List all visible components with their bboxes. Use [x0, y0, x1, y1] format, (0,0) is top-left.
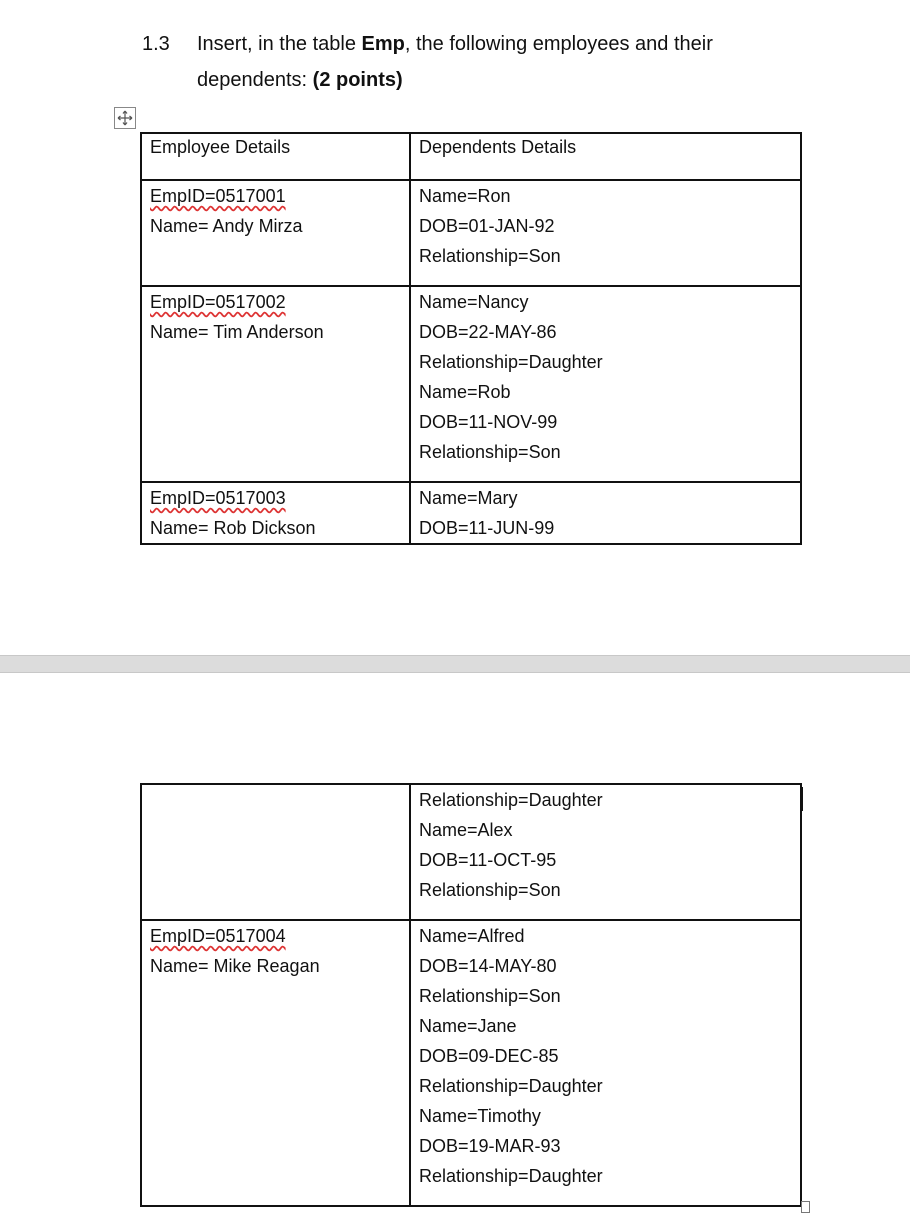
document-page-2: [0, 673, 910, 1216]
dependents-cell[interactable]: [410, 920, 801, 1206]
emp-name: Name= Andy Mirza: [150, 216, 303, 236]
emp-name: Name= Mike Reagan: [150, 956, 320, 976]
dependent-line: DOB=11-JUN-99: [419, 518, 555, 538]
dependent-line: Relationship=Son: [419, 246, 561, 266]
page-break-gap: [0, 655, 910, 673]
question-text-line-2: dependents: (2 points): [197, 69, 403, 91]
emp-table-page-1: [140, 132, 802, 545]
header-cell-dependents[interactable]: Dependents Details: [410, 133, 801, 180]
question-text-line-1: Insert, in the table Emp, the following employees and their: [197, 33, 713, 55]
table-row: [141, 286, 801, 482]
table-row: [141, 784, 801, 920]
dependents-cell[interactable]: [410, 286, 801, 482]
dependent-line: Relationship=Daughter: [419, 1076, 603, 1096]
emp-id: EmpID=0517003: [150, 488, 286, 508]
dependent-line: Relationship=Son: [419, 442, 561, 462]
employee-cell[interactable]: [141, 920, 410, 1206]
dependents-cell[interactable]: [410, 784, 801, 920]
header-cell-employee[interactable]: Employee Details: [141, 133, 410, 180]
employee-cell[interactable]: [141, 180, 410, 286]
employee-cell[interactable]: [141, 286, 410, 482]
table-row: [141, 180, 801, 286]
dependent-line: DOB=22-MAY-86: [419, 322, 557, 342]
table-row: [141, 482, 801, 544]
dependent-line: Name=Nancy: [419, 292, 529, 312]
table-header-row: [141, 133, 801, 180]
dependent-line: Name=Mary: [419, 488, 518, 508]
dependent-line: DOB=19-MAR-93: [419, 1136, 561, 1156]
dependent-line: Relationship=Son: [419, 880, 561, 900]
emp-table-page-2: [140, 783, 802, 1207]
emp-id: EmpID=0517001: [150, 186, 286, 206]
table-resize-handle[interactable]: [801, 1201, 810, 1213]
dependent-line: Relationship=Daughter: [419, 1166, 603, 1186]
dependent-line: Name=Ron: [419, 186, 511, 206]
emp-name: Name= Rob Dickson: [150, 518, 316, 538]
text-cursor: [801, 787, 803, 811]
move-arrows-icon: [117, 110, 133, 126]
emp-id: EmpID=0517002: [150, 292, 286, 312]
employee-cell[interactable]: [141, 784, 410, 920]
dependent-line: Relationship=Daughter: [419, 790, 603, 810]
table-move-handle[interactable]: [114, 107, 136, 129]
dependent-line: DOB=01-JAN-92: [419, 216, 555, 236]
dependent-line: DOB=11-NOV-99: [419, 412, 558, 432]
employee-cell[interactable]: [141, 482, 410, 544]
dependent-line: Name=Alex: [419, 820, 513, 840]
dependents-cell[interactable]: [410, 180, 801, 286]
dependent-line: DOB=14-MAY-80: [419, 956, 557, 976]
emp-name: Name= Tim Anderson: [150, 322, 324, 342]
dependent-line: Name=Jane: [419, 1016, 517, 1036]
dependent-line: DOB=09-DEC-85: [419, 1046, 559, 1066]
dependent-line: Relationship=Daughter: [419, 352, 603, 372]
dependent-line: Name=Timothy: [419, 1106, 541, 1126]
dependent-line: DOB=11-OCT-95: [419, 850, 557, 870]
dependents-cell[interactable]: [410, 482, 801, 544]
dependent-line: Name=Rob: [419, 382, 511, 402]
dependent-line: Name=Alfred: [419, 926, 525, 946]
dependent-line: Relationship=Son: [419, 986, 561, 1006]
emp-id: EmpID=0517004: [150, 926, 286, 946]
table-row: [141, 920, 801, 1206]
question-number: 1.3: [142, 33, 170, 55]
